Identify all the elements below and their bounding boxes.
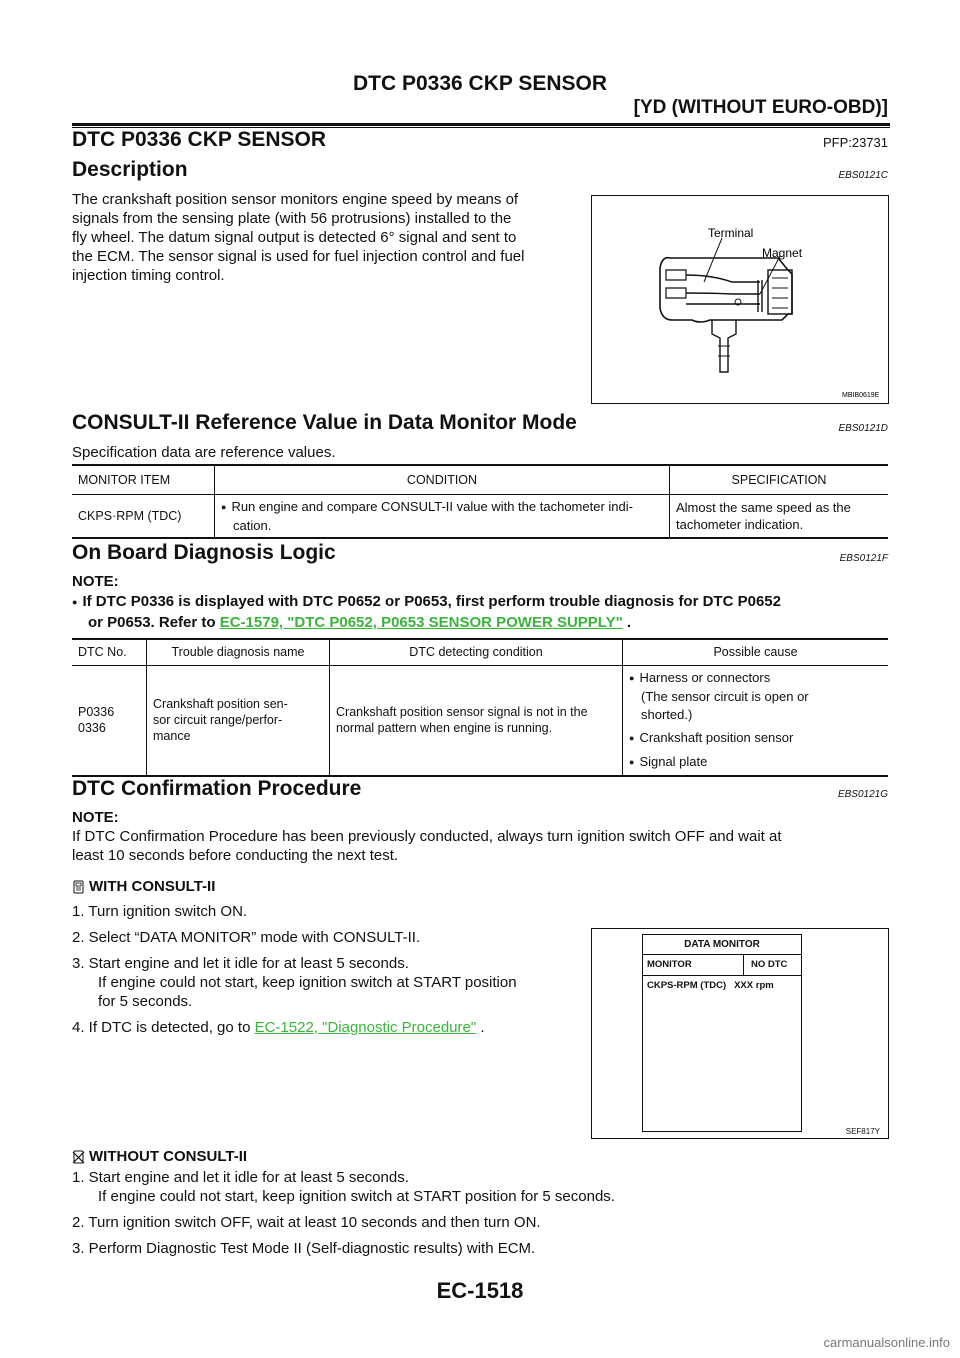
section-title: DTC P0336 CKP SENSOR	[72, 128, 327, 151]
watermark: carmanualsonline.info	[823, 1335, 950, 1350]
confirm-note-label: NOTE:	[72, 809, 119, 826]
terminal-label: Terminal	[708, 226, 754, 240]
consult-note: Specification data are reference values.	[72, 444, 336, 461]
no-consult-icon	[72, 1150, 85, 1164]
screen-figure-code: SEF817Y	[845, 1127, 880, 1136]
confirm-code: EBS0121G	[837, 789, 888, 800]
page-header-subtitle: [YD (WITHOUT EURO-OBD)]	[633, 97, 888, 118]
table-row: CKPS·RPM (TDC) ● Run engine and compare CONSULT-II value with the tachometer indi- cation. Almost the same speed as the tachometer indication.	[72, 494, 888, 538]
screen-header-row: MONITOR NO DTC	[643, 955, 801, 976]
description-code: EBS0121C	[838, 170, 888, 181]
consult-table	[72, 464, 888, 539]
page-number: EC-1518	[436, 1278, 524, 1303]
dtc-table	[72, 638, 888, 777]
table-row: P0336 0336 Crankshaft position sen- sor circuit range/perfor- mance Crankshaft position sensor signal is not in the normal pattern when engine is running. ● Harness or connectors (The sensor circuit is open or shorted.) ● Crankshaft position sensor ● Signal plate	[72, 665, 888, 776]
with-consult-steps: 1. Turn ignition switch ON. 2. Select “DATA MONITOR” mode with CONSULT-II. 3. Start engine and let it idle for at least 5 seconds. If engine could not start, keep ignition switch at START position for 5 seconds. 4. If DTC is detected, go to EC-1522, "Diagnostic Procedure" .	[72, 903, 517, 1036]
obd-code: EBS0121F	[839, 553, 888, 564]
magnet-label: Magnet	[762, 246, 803, 260]
consult-code: EBS0121D	[838, 423, 888, 434]
with-consult-label: WITH CONSULT-II	[72, 877, 215, 896]
pfp-code: PFP:23731	[822, 135, 888, 150]
obd-note-label: NOTE:	[72, 573, 119, 590]
consult-tester-icon	[72, 880, 85, 894]
confirm-note: If DTC Confirmation Procedure has been previously conducted, always turn ignition switch OFF and wait at least 10 seconds before conducting the next test.	[72, 828, 782, 864]
page-header-title: DTC P0336 CKP SENSOR	[352, 72, 608, 95]
link-ec-1579[interactable]: EC-1579, "DTC P0652, P0653 SENSOR POWER SUPPLY"	[219, 614, 623, 631]
data-monitor-screen	[642, 934, 802, 1132]
obd-heading: On Board Diagnosis Logic	[72, 541, 336, 564]
consult-table-header: MONITOR ITEM CONDITION SPECIFICATION	[72, 465, 888, 494]
header-rule	[72, 123, 890, 126]
without-consult-label: WITHOUT CONSULT-II	[72, 1147, 247, 1166]
consult-heading: CONSULT-II Reference Value in Data Monitor Mode	[72, 411, 577, 434]
dtc-table-header: DTC No. Trouble diagnosis name DTC detecting condition Possible cause	[72, 639, 888, 665]
obd-note: ● If DTC P0336 is displayed with DTC P0652 or P0653, first perform trouble diagnosis for DTC P0652 or P0653. Refer to EC-1579, "DTC P0652, P0653 SENSOR POWER SUPPLY" .	[72, 592, 888, 633]
without-consult-steps: 1. Start engine and let it idle for at least 5 seconds. If engine could not start, keep ignition switch at START position for 5 seconds. 2. Turn ignition switch OFF, wait at least 10 seconds and then turn ON. 3. Perform Diagnostic Test Mode II (Self-diagnostic results) with ECM.	[72, 1169, 615, 1257]
figure-code: MBIB0619E	[842, 392, 880, 399]
crankshaft-sensor-illustration	[592, 196, 888, 403]
data-monitor-figure	[591, 928, 889, 1139]
link-ec-1522[interactable]: EC-1522, "Diagnostic Procedure"	[254, 1019, 477, 1036]
description-text: The crankshaft position sensor monitors engine speed by means of signals from the sensing plate (with 56 protrusions) installed to the fly wheel. The datum signal output is detected 6° signal and sent to the ECM. The sensor signal is used for fuel injection control and fuel injection timing control.	[72, 191, 525, 284]
confirm-heading: DTC Confirmation Procedure	[72, 777, 362, 800]
description-heading: Description	[72, 158, 188, 181]
screen-monitor-row: CKPS-RPM (TDC) XXX rpm	[647, 980, 774, 991]
screen-title: DATA MONITOR	[643, 935, 801, 955]
sensor-figure	[591, 195, 889, 404]
